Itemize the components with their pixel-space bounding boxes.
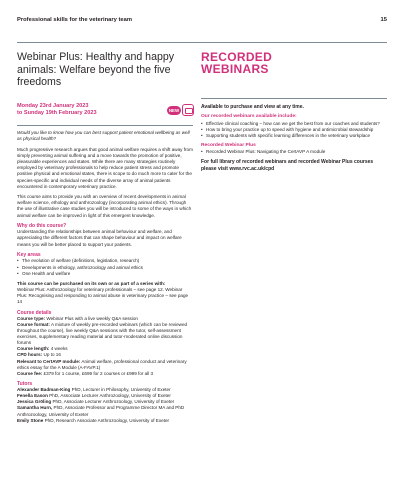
page-number: 15: [380, 17, 387, 23]
list-item: • Recorded Webinar Plus: Navigating the CertAVP A module: [201, 149, 387, 155]
recorded-webinars-list: [201, 121, 387, 139]
webinar-plus-list: [201, 149, 387, 155]
recorded-list-heading: Our recorded webinars available include:: [201, 114, 297, 120]
course-description: Much progressive research argues that good animal welfare requires a shift away from simply preventing animal suffering and a move towards the promotion of positive, pleasurable experiences and states. While there are many strategies routinely employed by veterinary professionals to help reduce patient stress and promote positive physical and emotional states, there is scope to do much more to cater for the species-specific and individual needs of the diverse array of animal patients encountered in contemporary veterinary practice.: [17, 147, 193, 189]
course-column: [17, 51, 193, 424]
why-text: Understanding the relationships between animal behaviour and welfare, and appreciating the different factors that can shape behaviour and impact on welfare means you will be better placed to support your patients.: [17, 229, 182, 247]
course-title: Webinar Plus: Healthy and happy animals: Welfare beyond the five freedoms: [17, 51, 175, 89]
list-item: • Supporting students with specific learning differences in the veterinary workplace: [201, 133, 387, 139]
section-divider: [201, 98, 387, 99]
course-intro: Would you like to know how you can best support patient emotional wellbeing as well as physical health?: [17, 130, 190, 142]
webinar-plus-icon: [182, 104, 194, 116]
new-badge: NEW: [168, 107, 180, 113]
webinar-plus-heading: Recorded Webinar Plus: [201, 142, 256, 148]
detail-row: Relevant to CertAVP module: Animal welfare, professional conduct and veterinary ethics essay for the A Module (A-FAVP.1): [17, 358, 187, 370]
key-areas-heading: Key areas: [17, 252, 41, 259]
list-item: • The evolution of welfare (definitions, legislation, research): [17, 258, 193, 264]
recorded-webinars-heading: RECORDED WEBINARS: [201, 50, 273, 77]
tutor-row: Emily Stone PhD, Research Associate Anthrozoology, University of Exeter: [17, 417, 170, 423]
list-item: • Effective clinical coaching – how can we get the best from our coaches and students?: [201, 121, 387, 127]
series-text: Webinar Plus: Anthrozoology for veterinary professionals – see page 12. Webinar Plus: Recognising and responding to animal abuse in veterinary practice – see page 14: [17, 286, 189, 305]
course-details: [17, 316, 193, 377]
recorded-webinars-column: [201, 51, 387, 173]
header-title: Professional skills for the veterinary team: [17, 17, 133, 23]
course-details-heading: Course details: [17, 309, 52, 316]
section-divider: [17, 125, 193, 126]
detail-row: Course type: Webinar Plus with a live weekly Q&A session: [17, 315, 138, 321]
course-dates: [17, 103, 193, 121]
header-divider: [17, 42, 387, 43]
tutor-row: Samantha Hurn, PhD, Associate Professor and Programme Director MA and PhD Anthrozoology, University of Exeter: [17, 405, 185, 417]
tutor-row: Jessica Gröling PhD, Associate Lecturer Anthrozoology, University of Exeter: [17, 399, 175, 405]
tutor-row: Alexander Badman-King PhD, Lecturer in Philosophy, University of Exeter: [17, 387, 171, 393]
tutors-list: [17, 387, 193, 424]
list-item: • One Health and welfare: [17, 271, 193, 277]
page-header: [17, 17, 387, 23]
detail-row: CPD hours: Up to 16: [17, 352, 61, 358]
series-intro: This course can be purchased on its own or as part of a series with:: [17, 280, 166, 286]
key-areas-list: [17, 258, 193, 276]
detail-row: Course length: 4 weeks: [17, 346, 68, 352]
why-heading: Why do this course?: [17, 223, 67, 230]
availability-note: Available to purchase and view at any time.: [201, 104, 304, 111]
detail-row: Course fee: £379 for 1 course, £699 for 2 courses or £999 for all 3: [17, 370, 154, 376]
list-item: • Developments in ethology, anthrozoology and animal ethics: [17, 265, 193, 271]
library-link-note: For full library of recorded webinars and recorded Webinar Plus courses please visit www.rvc.ac.uk/cpd: [201, 159, 374, 172]
list-item: • How to bring your practice up to speed with hygiene and antimicrobial stewardship: [201, 127, 387, 133]
detail-row: Course format: A mixture of weekly pre-recorded webinars (which can be reviewed throughout the course), live weekly Q&A sessions with the tutor, self-assessment exercises, supplementary reading material and tutor-moderated online discussion forums: [17, 322, 188, 346]
course-aims: This course aims to provide you with an overview of recent developments in animal welfare science, ethology and anthrozoology (incorporating animal ethics). Through the use of illustrative case studies you will be introduced to some of the ways in which animal welfare can be improved in light of this emergent knowledge.: [17, 194, 192, 218]
date-start: Monday 23rd January 2023: [17, 102, 89, 109]
date-end: to Sunday 19th February 2023: [17, 109, 97, 116]
tutors-heading: Tutors: [17, 380, 33, 387]
tutor-row: Fenella Eason PhD, Associate Lecturer Anthrozoology, University of Exeter: [17, 393, 171, 399]
